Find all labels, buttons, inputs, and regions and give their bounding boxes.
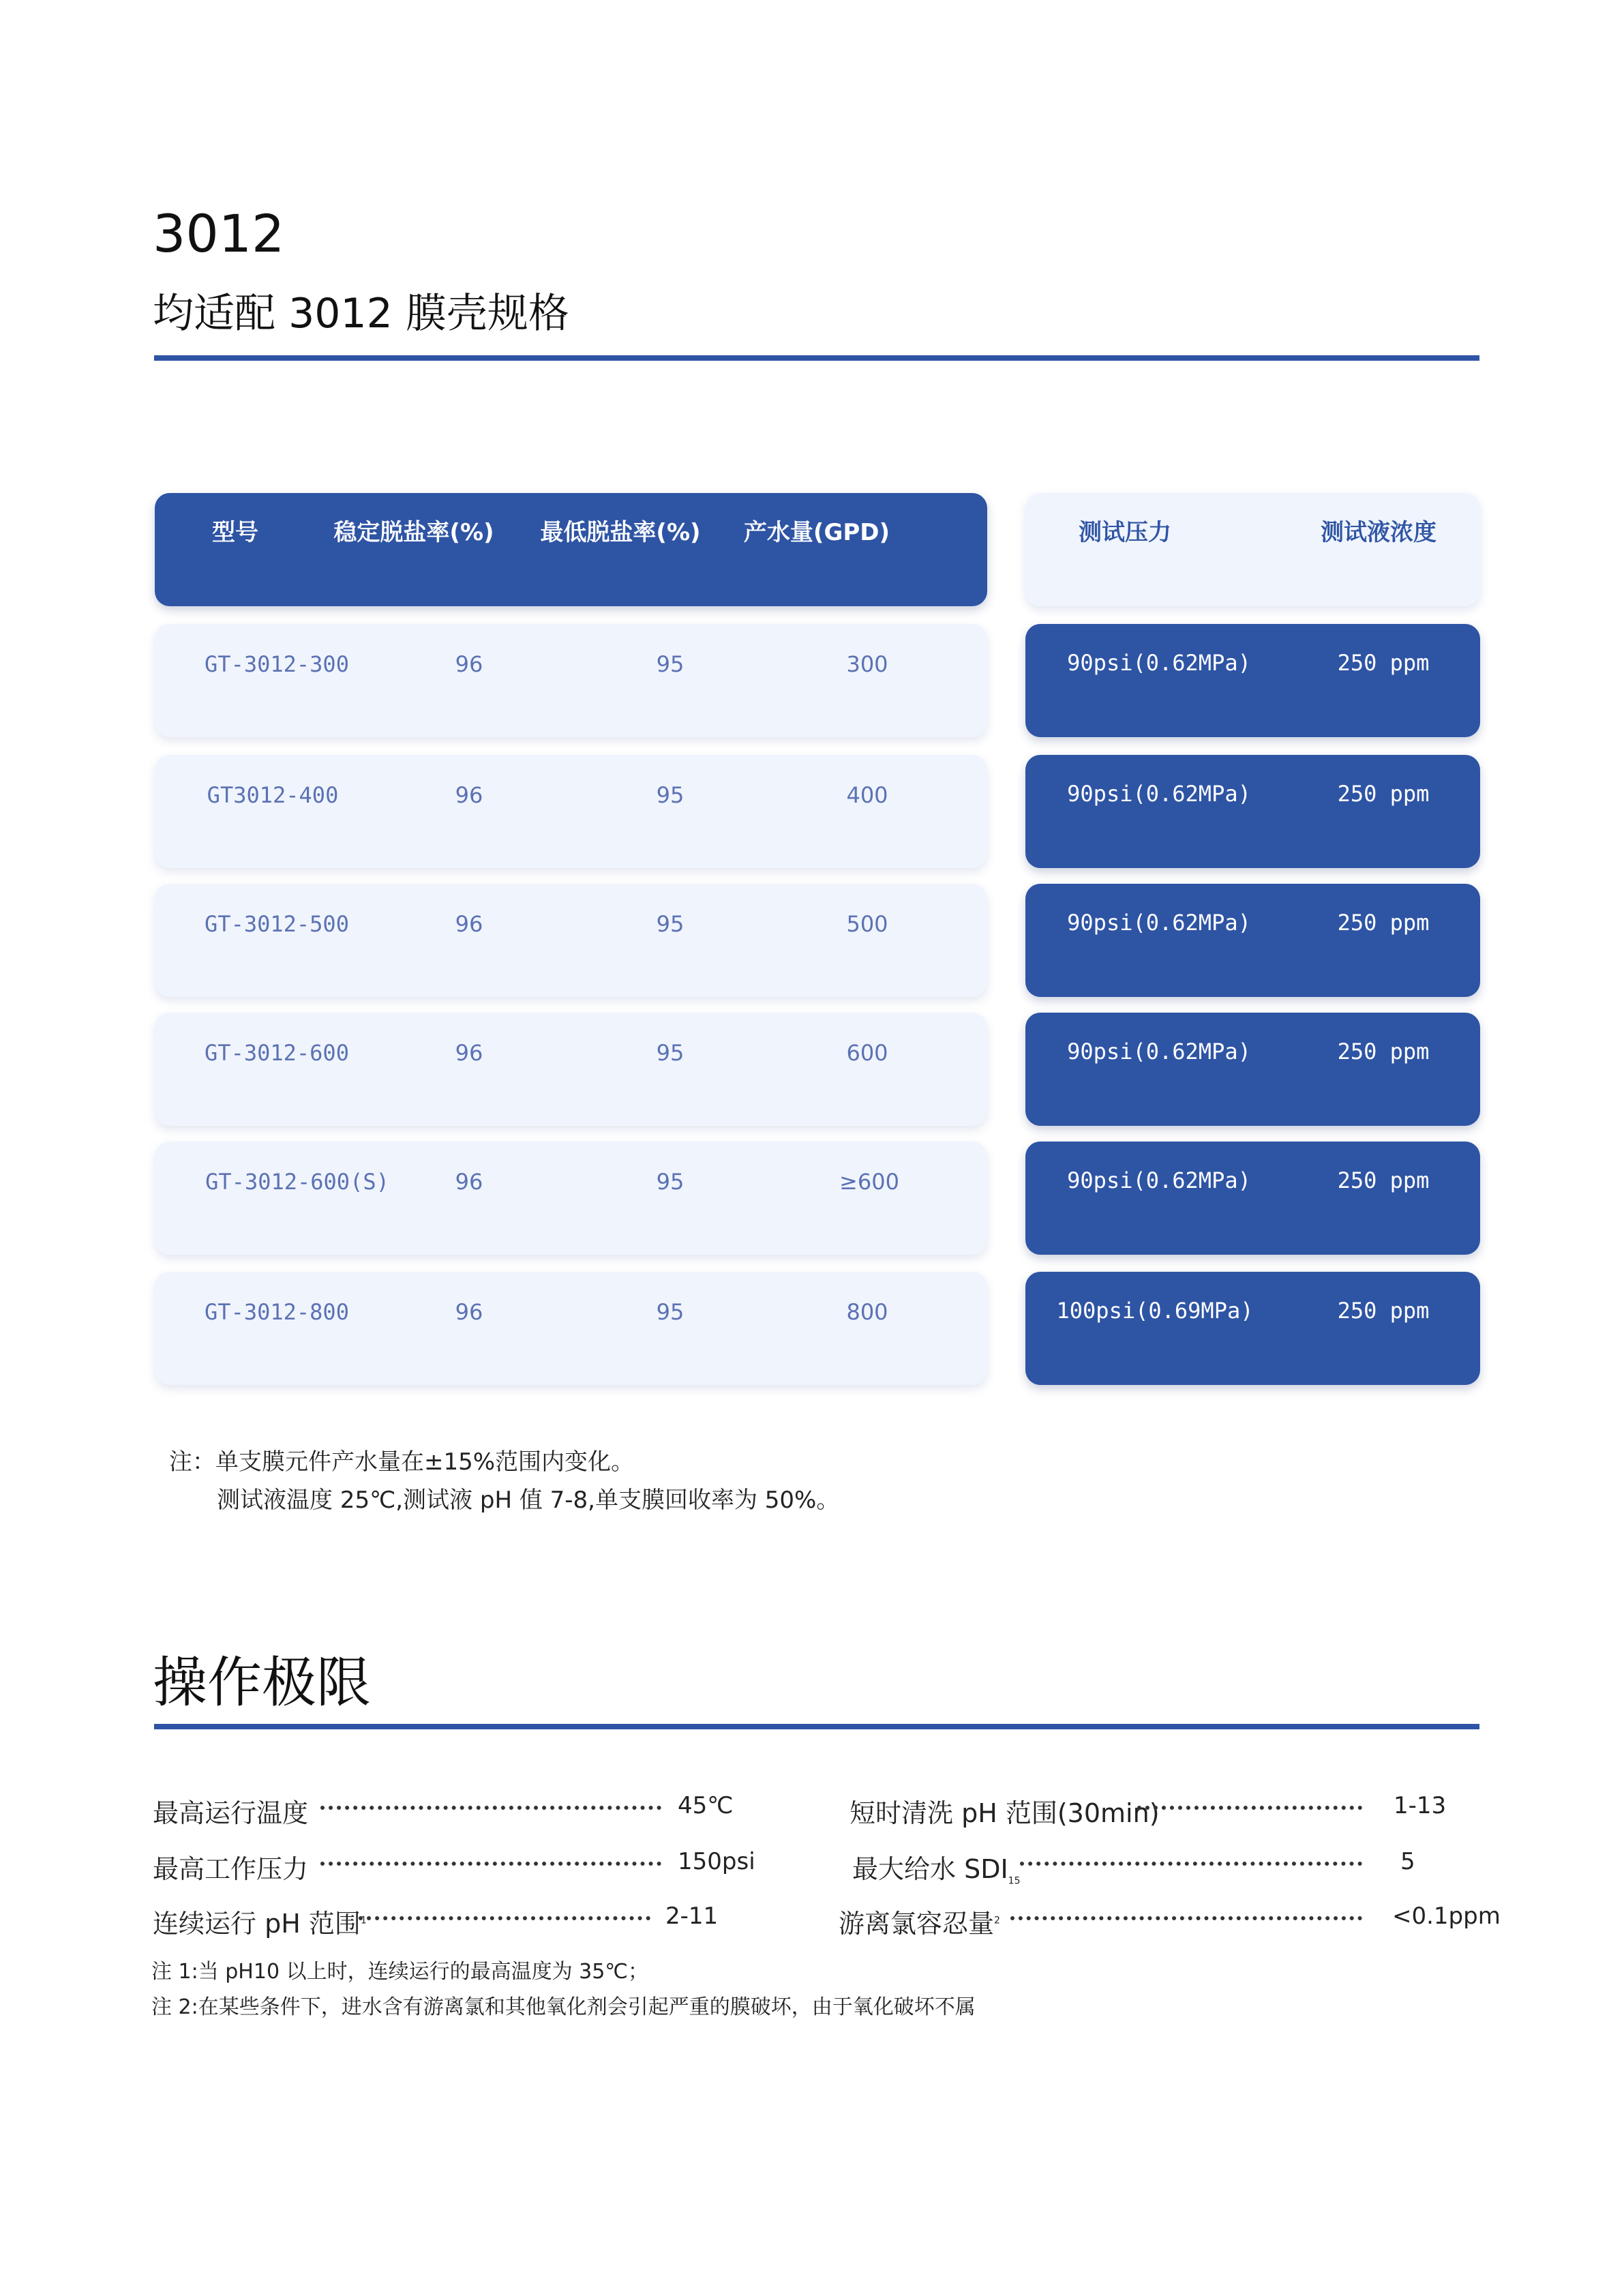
limit-item (839, 1848, 1479, 1887)
title-divider (154, 355, 1479, 361)
row-min-rejection: 95 (656, 1299, 685, 1325)
limit-label: 最高运行温度 (153, 1798, 309, 1828)
leader-dots (320, 1862, 661, 1866)
col-header-flow: 产水量(GPD) (743, 519, 890, 546)
table-row (155, 884, 987, 997)
col-header-test-concentration: 测试液浓度 (1321, 519, 1437, 546)
table-row (155, 1013, 987, 1126)
table-row (155, 1272, 987, 1385)
row-test-concentration: 250 ppm (1337, 1298, 1430, 1324)
table-header-right (1025, 493, 1480, 606)
row-model: GT-3012-800 (205, 1299, 349, 1325)
limit-value: 1-13 (1394, 1792, 1447, 1819)
row-min-rejection: 95 (656, 782, 685, 808)
model-code: 3012 (153, 203, 285, 264)
row-min-rejection: 95 (656, 651, 685, 677)
limit-item (153, 1792, 753, 1826)
row-model: GT-3012-500 (205, 911, 349, 937)
limit-item (839, 1792, 1479, 1826)
footnote-marker: 2 (994, 1915, 1000, 1926)
table-row-conditions (1025, 1142, 1480, 1255)
table-row (155, 755, 987, 868)
row-stable-rejection: 96 (455, 782, 483, 808)
table-row (155, 624, 987, 737)
row-model: GT-3012-600(S) (205, 1169, 389, 1195)
row-test-concentration: 250 ppm (1337, 1167, 1430, 1193)
leader-dots (359, 1916, 650, 1920)
section-title-limits: 操作极限 (153, 1651, 371, 1714)
row-test-pressure: 90psi(0.62MPa) (1067, 1039, 1251, 1064)
row-test-concentration: 250 ppm (1337, 781, 1430, 807)
leader-dots (1137, 1806, 1362, 1810)
row-flow: 400 (846, 782, 888, 808)
limit-value: 5 (1400, 1848, 1415, 1875)
row-test-pressure: 90psi(0.62MPa) (1067, 1167, 1251, 1193)
limit-label: 最大给水 $SDI_{15}$ (852, 1854, 1021, 1887)
col-header-stable-rejection: 稳定脱盐率(%) (333, 519, 494, 546)
row-test-concentration: 250 ppm (1337, 650, 1430, 676)
limit-item (839, 1903, 1501, 1939)
table-row-conditions (1025, 624, 1480, 737)
row-min-rejection: 95 (656, 1040, 685, 1066)
row-flow: 600 (846, 1040, 888, 1066)
footnote-1: 注 1:当 pH10 以上时，连续运行的最高温度为 35℃； (151, 1960, 648, 1984)
row-flow: 500 (846, 911, 888, 937)
limit-value: 150psi (678, 1848, 755, 1875)
footnote-marker: 1 (360, 1915, 367, 1926)
limit-value: 2-11 (665, 1903, 719, 1930)
limit-item (153, 1848, 753, 1882)
footnote-2: 注 2:在某些条件下，进水含有游离氯和其他氧化剂会引起严重的膜破坏，由于氧化破坏不属 (151, 1995, 976, 2019)
row-test-pressure: 100psi(0.69MPa) (1056, 1298, 1254, 1324)
row-flow: ≥600 (839, 1169, 899, 1195)
row-stable-rejection: 96 (455, 651, 483, 677)
table-row-conditions (1025, 884, 1480, 997)
limit-label: 最高工作压力 (153, 1854, 309, 1884)
table-note-line2: 测试液温度 25℃,测试液 pH 值 7-8,单支膜回收率为 50%。 (217, 1487, 840, 1514)
limit-label: 短时清洗 pH 范围(30min) (849, 1798, 1160, 1828)
limit-value: <0.1ppm (1392, 1903, 1501, 1930)
row-stable-rejection: 96 (455, 911, 483, 937)
row-stable-rejection: 96 (455, 1169, 483, 1195)
row-stable-rejection: 96 (455, 1299, 483, 1325)
limit-label: 游离氯容忍量$^2$ (839, 1909, 1000, 1939)
page-subtitle: 均适配 3012 膜壳规格 (153, 290, 569, 338)
row-model: GT3012-400 (207, 782, 339, 808)
row-test-concentration: 250 ppm (1337, 1039, 1430, 1064)
table-row-conditions (1025, 1272, 1480, 1385)
limit-label: 连续运行 pH 范围$^1$ (153, 1909, 367, 1939)
leader-dots (1010, 1916, 1362, 1920)
limit-item (153, 1903, 753, 1937)
col-header-test-pressure: 测试压力 (1079, 519, 1171, 546)
row-test-concentration: 250 ppm (1337, 910, 1430, 936)
table-row (155, 1142, 987, 1255)
row-test-pressure: 90psi(0.62MPa) (1067, 781, 1251, 807)
table-header-left (155, 493, 987, 606)
row-model: GT-3012-600 (205, 1040, 349, 1066)
col-header-model: 型号 (212, 519, 258, 546)
limit-value: 45℃ (678, 1792, 734, 1819)
section-divider (154, 1724, 1479, 1729)
row-flow: 800 (846, 1299, 888, 1325)
row-min-rejection: 95 (656, 1169, 685, 1195)
table-row-conditions (1025, 755, 1480, 868)
row-stable-rejection: 96 (455, 1040, 483, 1066)
row-test-pressure: 90psi(0.62MPa) (1067, 650, 1251, 676)
leader-dots (1020, 1862, 1362, 1866)
table-row-conditions (1025, 1013, 1480, 1126)
sdi-subscript: 15 (1008, 1875, 1021, 1887)
row-flow: 300 (846, 651, 888, 677)
row-test-pressure: 90psi(0.62MPa) (1067, 910, 1251, 936)
row-min-rejection: 95 (656, 911, 685, 937)
leader-dots (320, 1806, 661, 1810)
table-note-line1: 注：单支膜元件产水量在±15%范围内变化。 (169, 1448, 635, 1476)
row-model: GT-3012-300 (205, 651, 349, 677)
col-header-min-rejection: 最低脱盐率(%) (540, 519, 701, 546)
